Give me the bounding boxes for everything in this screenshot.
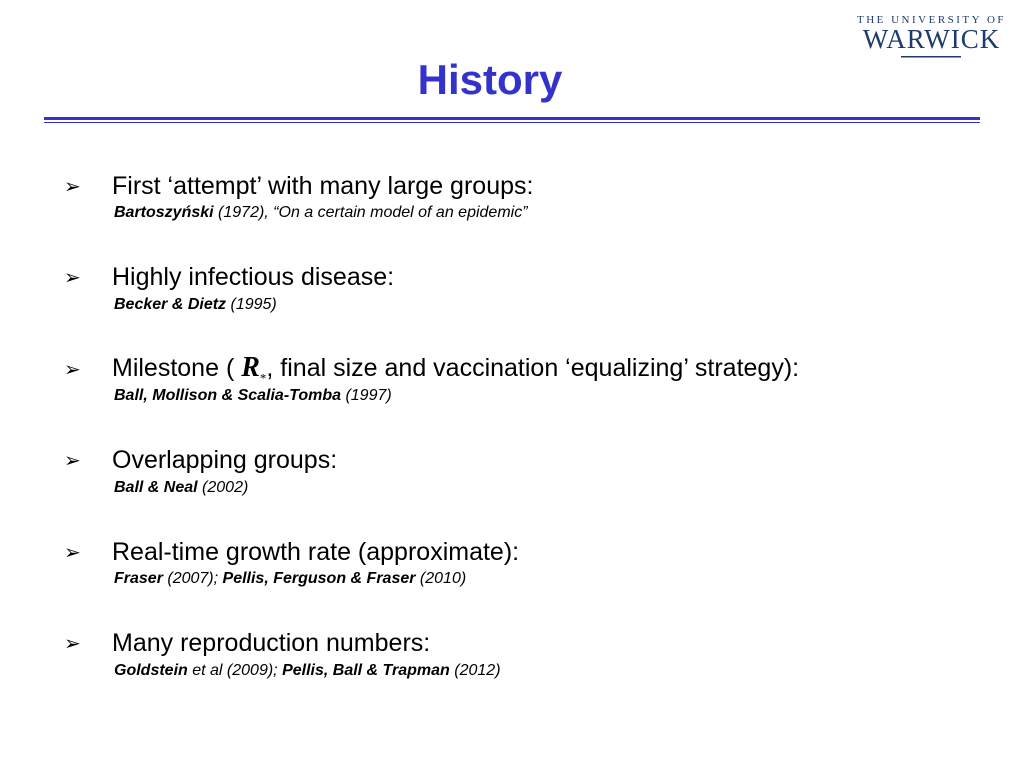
bullet-text: Highly infectious disease: [112, 263, 395, 291]
title-rule-thin [44, 122, 980, 123]
reference-authors: Ball, Mollison & Scalia-Tomba [114, 387, 341, 404]
bullet-item [64, 260, 1004, 352]
bullet-item [64, 443, 1004, 535]
bullet-reference [114, 387, 1004, 405]
reference-authors: Fraser [114, 570, 163, 587]
bullet-arrow-icon: ➢ [64, 267, 81, 289]
bullet-text-post: , final size and vaccination ‘equalizing’ strategy): [266, 353, 800, 382]
bullet-text: First ‘attempt’ with many large groups: [112, 171, 534, 200]
logo-line-2 [857, 26, 1006, 52]
bullet-arrow-icon: ➢ [64, 450, 81, 472]
bullet-reference [114, 570, 1004, 588]
reference-detail: (2012) [449, 661, 501, 679]
r-star-subscript: * [259, 370, 267, 386]
bullet-text: Overlapping groups: [112, 446, 338, 474]
reference-detail: (2010) [415, 570, 467, 587]
slide-title: History [417, 56, 563, 103]
bullet-row [64, 443, 1004, 479]
bullet-arrow-icon: ➢ [64, 541, 81, 564]
bullet-arrow-icon: ➢ [64, 358, 81, 381]
reference-detail: (2007); [162, 570, 223, 587]
bullet-reference [114, 204, 1004, 222]
bullet-list [64, 168, 1004, 717]
bullet-text: Real-time growth rate (approximate): [112, 537, 520, 566]
r-star-symbol: $R_*$ [241, 351, 267, 386]
reference-detail: (1995) [226, 295, 277, 313]
reference-authors: Goldstein [114, 661, 188, 679]
university-logo [857, 14, 1006, 62]
bullet-reference [114, 296, 1004, 314]
logo-line-1: THE UNIVERSITY OF [856, 14, 1006, 26]
reference-authors: Bartoszyński [114, 204, 214, 221]
bullet-item [64, 351, 1004, 443]
bullet-row [64, 534, 1004, 570]
bullet-reference [114, 662, 1004, 680]
title-rule-thick [44, 117, 980, 120]
bullet-row [64, 626, 1004, 662]
reference-authors: Pellis, Ball & Trapman [282, 661, 450, 679]
reference-authors: Ball & Neal [114, 478, 198, 496]
bullet-row [64, 168, 1004, 204]
reference-authors: Pellis, Ferguson & Fraser [222, 570, 416, 587]
bullet-row [64, 260, 1004, 296]
reference-detail: (1997) [341, 387, 392, 404]
bullet-text-pre: Milestone ( [112, 353, 242, 382]
bullet-item [64, 168, 1004, 260]
reference-detail: et al (2009); [187, 661, 283, 679]
reference-detail: (2002) [197, 478, 249, 496]
bullet-arrow-icon: ➢ [64, 175, 81, 198]
reference-authors: Becker & Dietz [114, 295, 227, 313]
logo-wordmark: WARWICK [862, 24, 1001, 54]
bullet-item [64, 626, 1004, 718]
bullet-text: Many reproduction numbers: [112, 629, 431, 657]
bullet-item [64, 534, 1004, 626]
reference-detail: (1972), “On a certain model of an epidemic” [213, 204, 528, 221]
bullet-arrow-icon: ➢ [64, 633, 81, 655]
bullet-text [112, 352, 799, 387]
bullet-row [64, 351, 1004, 387]
bullet-reference [114, 479, 1004, 497]
